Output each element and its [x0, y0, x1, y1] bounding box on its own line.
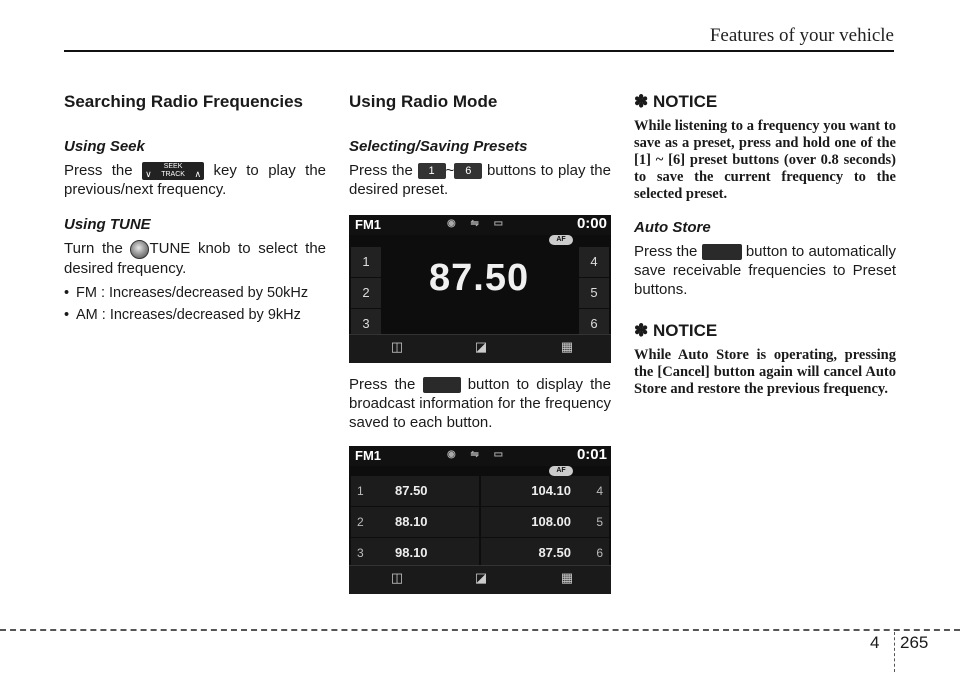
- tune-knob-icon: [130, 240, 149, 259]
- tune-pre: Turn the: [64, 240, 123, 258]
- notice-body-1: While listening to a frequency you want to save as a preset, press and hold one of the [1] ~ [6] preset buttons (over 0.8 seconds) to save the current frequency to the selected preset.: [634, 118, 896, 202]
- seek-post: key to play the previous/next frequency.: [64, 162, 326, 199]
- preset-button-2[interactable]: 2: [351, 278, 381, 308]
- preset-button-4[interactable]: 4: [579, 247, 609, 277]
- subheading-auto-store: Auto Store: [634, 219, 711, 236]
- tilde: ~: [445, 162, 455, 179]
- tune-post: TUNE knob to select the desired frequency.: [64, 240, 327, 277]
- preset-number: 6: [596, 546, 603, 560]
- column-3: [634, 92, 896, 414]
- band-label: FM1: [355, 217, 381, 232]
- preset-1-key-icon: 1: [418, 163, 446, 179]
- preset-button-1[interactable]: 1: [351, 247, 381, 277]
- auto-store-icon[interactable]: ◪: [474, 339, 488, 354]
- preset-number: 5: [596, 515, 603, 529]
- status-icons: ◉ ⇋ ▭: [447, 449, 510, 460]
- preset-frequency: 88.10: [395, 514, 428, 529]
- seek-track-key-icon: [142, 162, 204, 180]
- preset-row-1[interactable]: [351, 476, 479, 506]
- info-post: button to display the broadcast information for the frequency saved to each button.: [349, 376, 611, 431]
- presets-paragraph: [349, 161, 611, 199]
- preset-frequency: 98.10: [395, 545, 428, 560]
- footer-separator: [894, 632, 895, 672]
- preset-frequency: 87.50: [538, 545, 571, 560]
- screen-bottom-bar: [349, 565, 611, 594]
- section-heading-radio-mode: Using Radio Mode: [349, 92, 498, 111]
- chevron-up-icon: ∧: [194, 169, 202, 180]
- info-button-icon: [423, 377, 461, 393]
- radio-screen-preset: [349, 215, 611, 363]
- auto-post: button to automatically save receivable frequencies to Preset buttons.: [634, 243, 897, 298]
- screen-status-bar: [349, 215, 611, 235]
- running-header: Features of your vehicle: [709, 25, 894, 46]
- list-item: • AM : Increases/decreased by 9kHz: [64, 306, 326, 325]
- list-item: • FM : Increases/decreased by 50kHz: [64, 284, 326, 303]
- radio-screen-preset-list: [349, 446, 611, 594]
- preset-frequency: 87.50: [395, 483, 428, 498]
- auto-pre: Press the: [634, 243, 698, 260]
- info-list-icon[interactable]: ◫: [390, 570, 404, 585]
- preset-button-3[interactable]: 3: [351, 309, 381, 339]
- preset-number: 3: [357, 546, 364, 560]
- column-2: [349, 92, 611, 606]
- column-1: [64, 92, 326, 328]
- footer-rule: [0, 629, 960, 631]
- preset-row-3[interactable]: [351, 538, 479, 568]
- preset-number: 2: [357, 515, 364, 529]
- preset-number: 1: [357, 484, 364, 498]
- band-label: FM1: [355, 448, 381, 463]
- header-rule: [64, 50, 894, 52]
- status-icons: ◉ ⇋ ▭: [447, 218, 510, 229]
- info-paragraph: [349, 375, 611, 432]
- preset-row-5[interactable]: [481, 507, 609, 537]
- seek-key-line1: SEEK: [163, 163, 183, 171]
- subheading-presets: Selecting/Saving Presets: [349, 138, 528, 155]
- auto-store-icon[interactable]: ◪: [474, 570, 488, 585]
- preset-row-6[interactable]: [481, 538, 609, 568]
- info-pre: Press the: [349, 376, 416, 393]
- tune-paragraph: [64, 239, 326, 278]
- preset-row-4[interactable]: [481, 476, 609, 506]
- clock: 0:01: [576, 446, 607, 463]
- notice-body-2: While Auto Store is operating, pressing the [Cancel] button again will cancel Auto Store and restore the previous frequency.: [634, 347, 896, 397]
- frequency-step-list: [64, 284, 326, 325]
- preset-frequency: 108.00: [531, 514, 571, 529]
- screen-status-bar: [349, 446, 611, 466]
- menu-grid-icon[interactable]: ▦: [560, 570, 574, 585]
- notice-title-1: ✽ NOTICE: [634, 92, 718, 111]
- menu-grid-icon[interactable]: ▦: [560, 339, 574, 354]
- clock: 0:00: [576, 215, 607, 232]
- page-number: 265: [900, 633, 929, 652]
- preset-button-5[interactable]: 5: [579, 278, 609, 308]
- preset-button-6[interactable]: 6: [579, 309, 609, 339]
- presets-post: buttons to play the desired preset.: [349, 162, 611, 198]
- seek-pre: Press the: [64, 162, 133, 179]
- subheading-seek: Using Seek: [64, 138, 145, 155]
- preset-row-2[interactable]: [351, 507, 479, 537]
- section-heading-search: Searching Radio Frequencies: [64, 92, 304, 111]
- presets-pre: Press the: [349, 162, 413, 179]
- preset-frequency: 104.10: [531, 483, 571, 498]
- preset-6-key-icon: 6: [454, 163, 482, 179]
- af-badge: AF: [549, 466, 573, 476]
- chapter-number: 4: [870, 633, 880, 652]
- current-frequency: 87.50: [429, 257, 530, 299]
- seek-key-line2: TRACK: [161, 171, 185, 179]
- chevron-down-icon: ∨: [145, 169, 152, 180]
- auto-store-button-icon: [702, 244, 742, 260]
- notice-title-2: ✽ NOTICE: [634, 321, 718, 340]
- af-badge: AF: [549, 235, 573, 245]
- auto-store-paragraph: [634, 242, 896, 299]
- subheading-tune: Using TUNE: [64, 216, 151, 234]
- preset-number: 4: [596, 484, 603, 498]
- seek-paragraph: [64, 161, 326, 199]
- screen-bottom-bar: [349, 334, 611, 363]
- info-list-icon[interactable]: ◫: [390, 339, 404, 354]
